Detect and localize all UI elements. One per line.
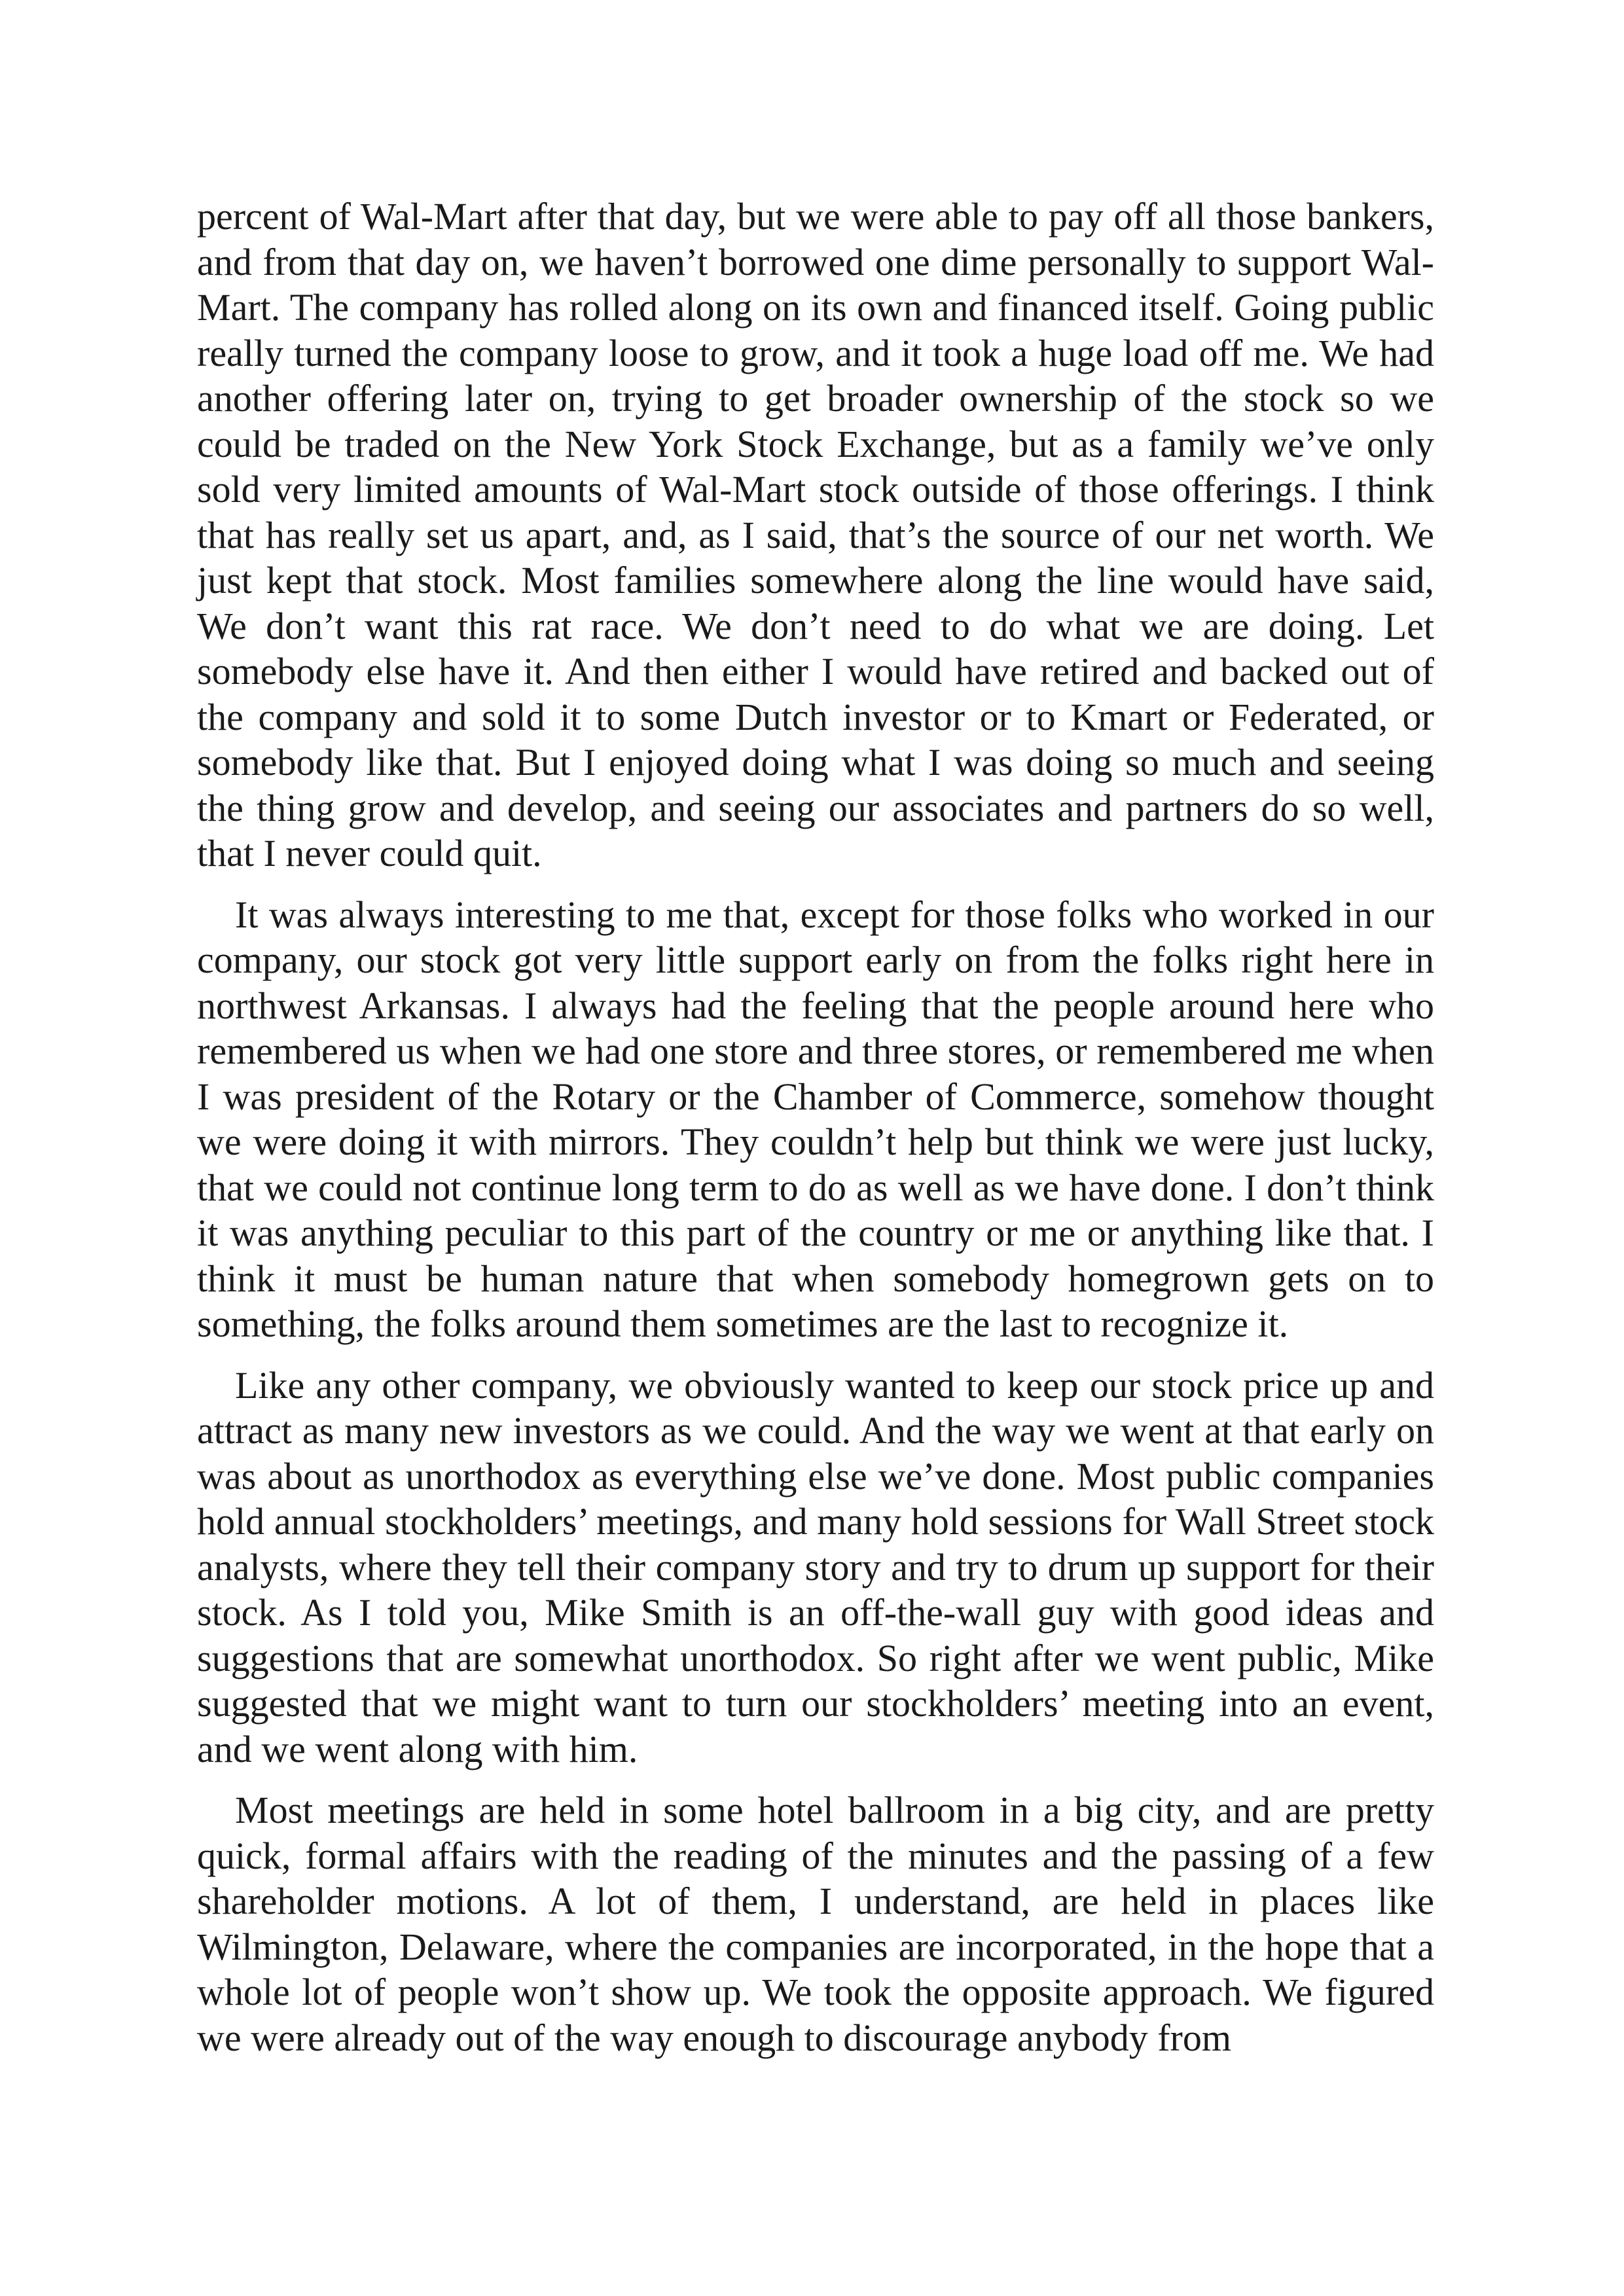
paragraph-4: Most meetings are held in some hotel ballroom in a big city, and are pretty quick, formal affairs with the reading of the minutes and the passing of a few shareholder motions. A lot of them, I understand, are held in places like Wilmington, Delaware, where the companies are incorporated, in the hope that a whole lot of people won’t show up. We took the opposite approach. We figured we were already out of the way enough to discourage anybody from bbox=[197, 1789, 1434, 2059]
paragraph-3: Like any other company, we obviously wanted to keep our stock price up and attract as many new investors as we could. And the way we went at that early on was about as unorthodox as everything else we’ve done. Most public companies hold annual stockholders’ meetings, and many hold sessions for Wall Street stock analysts, where they tell their company story and try to drum up support for their stock. As I told you, Mike Smith is an off-the-wall guy with good ideas and suggestions that are somewhat unorthodox. So right after we went public, Mike suggested that we might want to turn our stockholders’ meeting into an event, and we went along with him. bbox=[197, 1363, 1434, 1770]
paragraph-1: percent of Wal-Mart after that day, but we were able to pay off all those bankers, and from that day on, we haven’t borrowed one dime personally to support Wal-Mart. The company has rolled along on its own and financed itself. Going public really turned the company loose to grow, and it took a huge load off me. We had another offering later on, trying to get broader ownership of the stock so we could be traded on the New York Stock Exchange, but as a family we’ve only sold very limited amounts of Wal-Mart stock outside of those offerings. I think that has really set us apart, and, as I said, that’s the source of our net worth. We just kept that stock. Most families somewhere along the line would have said, We don’t want this rat race. We don’t need to do what we are doing. Let somebody else have it. And then either I would have retired and backed out of the company and sold it to some Dutch investor or to Kmart or Federated, or somebody like that. But I enjoyed doing what I was doing so much and seeing the thing grow and develop, and seeing our associates and partners do so well, that I never could quit. bbox=[197, 195, 1434, 874]
document-page bbox=[197, 194, 1434, 2076]
paragraph-2: It was always interesting to me that, except for those folks who worked in our company, our stock got very little support early on from the folks right here in northwest Arkansas. I always had the feeling that the people around here who remembered us when we had one store and three stores, or remembered me when I was president of the Rotary or the Chamber of Commerce, somehow thought we were doing it with mirrors. They couldn’t help but think we were just lucky, that we could not continue long term to do as well as we have done. I don’t think it was anything peculiar to this part of the country or me or anything like that. I think it must be human nature that when somebody homegrown gets on to something, the folks around them sometimes are the last to recognize it. bbox=[197, 893, 1434, 1345]
